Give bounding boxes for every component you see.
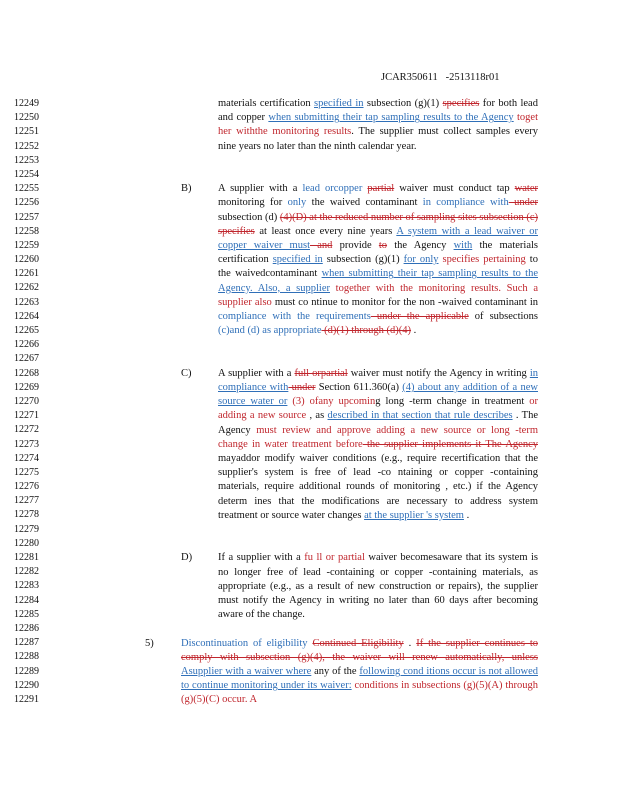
line-number: 12288 <box>14 651 39 663</box>
line-number: 12254 <box>14 168 39 180</box>
text-run: g long -term change in treatment <box>375 396 530 408</box>
text-run: monitoring for <box>218 197 288 209</box>
deleted-text-run: the supplier implements it The Agency <box>362 438 538 450</box>
text-run: Section 611.360(a) <box>315 382 403 393</box>
inserted-text-run: A system with a lead waiver or copper waiver must <box>218 225 538 251</box>
inserted-text-run: Discontinuation of eligibility <box>181 637 313 649</box>
line-number: 12257 <box>14 211 39 223</box>
line-number: 12283 <box>14 580 39 592</box>
inserted-text-run: lead orcopper <box>302 183 368 195</box>
inserted-text-run: with <box>453 240 473 251</box>
text-run: the waived contaminant <box>311 197 423 209</box>
added-text-run: together with the monitoring results. Such a supplier also <box>218 282 538 308</box>
deleted-text-run: under the applicable <box>370 311 469 323</box>
text-run: , as <box>306 410 328 422</box>
line-number: 12270 <box>14 395 39 407</box>
text-run: mayaddor modify waiver conditions (e.g., require recertification that the supplier's system is free of lead -co ntaining or copper -containing materials, require additional rounds of monitoring , etc.) if the Agency determ ines that the modifications are necessary to address system treatment or source water changes <box>218 453 538 521</box>
text-run: any of the <box>311 666 360 677</box>
line-number: 12282 <box>14 566 39 578</box>
text-run: . <box>403 637 417 649</box>
deleted-text-run: full orpartial <box>294 367 348 379</box>
line-number: 12272 <box>14 424 39 436</box>
inserted-text-run: in compliance with <box>422 197 509 209</box>
text-run: materials certification <box>218 98 315 109</box>
deleted-text-run: If the supplier continues to comply with subsection (g)(4), the waiver will renew automatically, unless <box>181 637 539 663</box>
line-number: 12249 <box>14 98 39 109</box>
paragraph-text <box>218 367 538 523</box>
text-run: subsection (g)(1) <box>322 254 404 266</box>
paragraph-label: C) <box>181 367 192 379</box>
line-number: 12290 <box>14 679 39 691</box>
paragraph-text <box>218 182 538 338</box>
line-number: 12264 <box>14 310 39 322</box>
line-number: 12268 <box>14 367 39 379</box>
inserted-text-run: (c)and (d) as appropriate <box>218 325 322 337</box>
added-text-run: toget her withthe monitoring results <box>218 112 538 138</box>
line-number: 12253 <box>14 154 39 166</box>
deleted-text-run: Continued Eligibility <box>312 637 404 649</box>
text-run: must co ntinue to monitor for the non -waived contaminant in <box>271 296 538 308</box>
added-text-run: conditions in subsections (g)(5)(A) through (g)(5)(C) occur. A <box>181 680 538 706</box>
line-number: 12273 <box>14 438 39 450</box>
inserted-text-run: specified in <box>272 254 323 266</box>
line-number: 12265 <box>14 325 39 336</box>
text-run: to the waivedcontaminant <box>218 254 538 280</box>
line-number: 12287 <box>14 637 39 649</box>
text-run: of subsections <box>468 311 538 323</box>
inserted-text-run: specified in <box>314 98 364 109</box>
line-number: 12284 <box>14 594 39 606</box>
line-number: 12291 <box>14 693 39 705</box>
line-number: 12250 <box>14 112 39 124</box>
line-number: 12255 <box>14 183 39 195</box>
added-text-run: or adding a new source <box>218 396 539 422</box>
text-run: . The Agency <box>218 410 538 436</box>
line-number: 12267 <box>14 353 39 365</box>
deleted-text-run: (4)(D) at the reduced number of sampling sites subsection (c) specifies <box>218 211 538 237</box>
text-run: the materials certification <box>218 240 538 266</box>
paragraph-text <box>218 97 538 154</box>
text-run: for both lead and copper <box>218 98 538 124</box>
deleted-text-run: specifies <box>442 98 480 109</box>
line-number: 12261 <box>14 268 39 280</box>
paragraph-label: D) <box>181 552 193 564</box>
paragraph-label: 5) <box>145 637 154 649</box>
text-run: A supplier with a <box>218 367 295 379</box>
text-run: the Agency <box>387 240 454 251</box>
document-id-header: JCAR350611 -2513118r01 <box>381 72 500 83</box>
inserted-text-run: described in that section that rule describes <box>327 410 513 422</box>
text-run: subsection (d) <box>218 211 280 223</box>
deleted-text-run: (d)(1) through (d)(4) <box>321 325 412 337</box>
line-number: 12286 <box>14 622 39 634</box>
line-number: 12275 <box>14 466 39 478</box>
line-number: 12258 <box>14 225 39 237</box>
line-number: 12276 <box>14 481 39 493</box>
line-number: 12285 <box>14 608 39 620</box>
text-run: . <box>411 325 417 337</box>
added-text-run: (3) ofany upcomin <box>287 396 376 408</box>
deleted-text-run: under <box>508 197 538 209</box>
text-run: . <box>463 509 470 521</box>
inserted-text-run: when submitting their tap sampling results to the Agency <box>268 112 514 124</box>
inserted-text-run: (4) about any addition of a new source water or <box>218 382 538 408</box>
line-number: 12269 <box>14 381 39 393</box>
text-run: subsection (g)(1) <box>363 98 443 109</box>
line-number: 12256 <box>14 197 39 209</box>
deleted-text-run: and <box>309 240 333 251</box>
paragraph-label: B) <box>181 183 192 195</box>
paragraph-text <box>181 637 538 708</box>
text-run: waiver becomesaware that its system is no longer free of lead -containing or copper -containing materials, as appropriate (e.g., as a result of new construction or repairs), the supplier must notify the Agency in writing no later than 60 days after becoming aware of the change. <box>218 552 539 621</box>
text-run: provide <box>332 240 379 251</box>
inserted-text-run: only <box>287 197 312 209</box>
line-number-gutter <box>14 97 60 707</box>
inserted-text-run: compliance with the requirements <box>218 311 371 323</box>
inserted-text-run: when submitting their tap sampling results to the Agency. Also, a supplier <box>218 268 538 294</box>
line-number: 12274 <box>14 452 39 464</box>
inserted-text-run: at the supplier 's system <box>364 509 464 521</box>
deleted-text-run: partial <box>367 183 395 195</box>
text-run: . The supplier must collect samples every nine years no later than the ninth calendar year. <box>218 126 539 152</box>
inserted-text-run: following cond itions occur is not allowed to continue monitoring under its waiver: <box>181 666 538 692</box>
inserted-text-run: for only <box>403 254 439 266</box>
line-number: 12262 <box>14 282 39 294</box>
line-number: 12280 <box>14 537 39 549</box>
line-number: 12266 <box>14 339 39 351</box>
line-number: 12259 <box>14 239 39 251</box>
line-number: 12271 <box>14 410 39 422</box>
line-number: 12252 <box>14 140 39 152</box>
text-run: waiver must notify the Agency in writing <box>347 367 530 379</box>
line-number: 12277 <box>14 495 39 507</box>
text-run: waiver must conduct tap <box>394 183 515 195</box>
inserted-text-run: in compliance with <box>218 367 538 393</box>
line-number: 12263 <box>14 296 39 308</box>
line-number: 12251 <box>14 126 39 138</box>
added-text-run: specifies pertaining <box>438 254 526 266</box>
text-run: at least once every nine years <box>254 225 397 237</box>
text-run: A supplier with a <box>218 183 303 195</box>
added-text-run: fu ll or partial <box>304 552 365 564</box>
line-number: 12289 <box>14 665 39 677</box>
paragraph-text <box>218 551 538 622</box>
deleted-text-run: water <box>514 183 538 195</box>
line-number: 12279 <box>14 523 39 535</box>
deleted-text-run: to <box>378 240 388 251</box>
line-number: 12278 <box>14 509 39 521</box>
deleted-text-run: under <box>288 382 316 393</box>
text-run: If a supplier with a <box>218 552 305 564</box>
line-number: 12281 <box>14 552 39 563</box>
added-text-run: must review and approve adding a new source or long -term change in water treatment before <box>218 424 538 450</box>
line-number: 12260 <box>14 254 39 266</box>
inserted-text-run: Asupplier with a waiver where <box>181 666 312 677</box>
